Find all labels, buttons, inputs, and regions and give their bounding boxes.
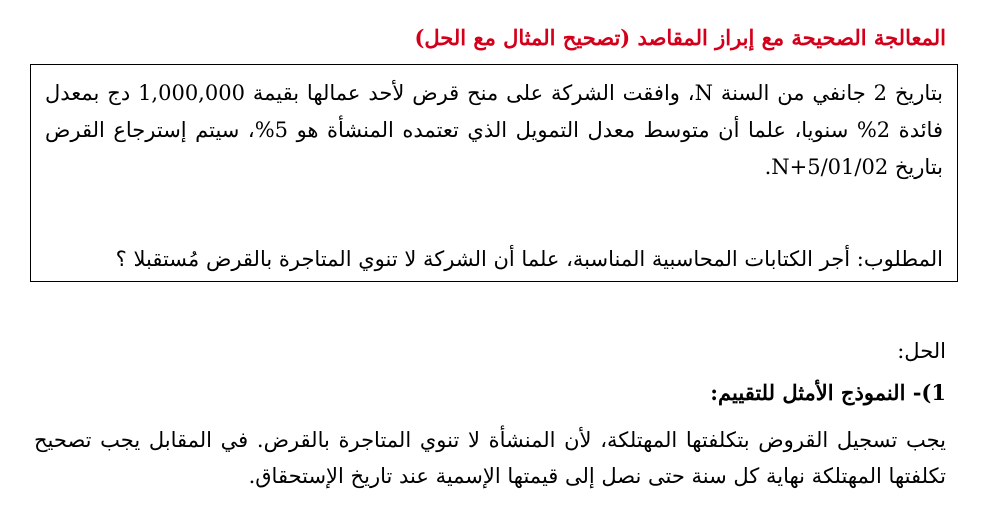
section-heading: المعالجة الصحيحة مع إبراز المقاصد (تصحيح المثال مع الحل) — [414, 25, 946, 50]
solution-text: يجب تسجيل القروض بتكلفتها المهتلكة، لأن المنشأة لا تنوي المتاجرة بالقرض. في المقابل يجب تصحيح تكلفتها المهتلكة نهاية كل سنة حتى نصل إلى قيمتها الإسمية عند تاريخ الإستحقاق. — [34, 428, 946, 488]
problem-box — [30, 64, 958, 282]
problem-statement: بتاريخ 2 جانفي من السنة N، وافقت الشركة على منح قرض لأحد عمالها بقيمة 1,000,000 دج بمعدل فائدة 2% سنويا، علما أن متوسط معدل التمويل الذي تعتمده المنشأة هو 5%، سيتم إسترجاع القرض بتاريخ N+5/01/02. — [45, 81, 943, 179]
problem-requirement: المطلوب: أجر الكتابات المحاسبية المناسبة، علما أن الشركة لا تنوي المتاجرة بالقرض مُستقبلا ؟ — [115, 247, 943, 271]
solution-section-title: 1)- النموذج الأمثل للتقييم: — [710, 380, 946, 405]
solution-label: الحل: — [897, 339, 946, 363]
